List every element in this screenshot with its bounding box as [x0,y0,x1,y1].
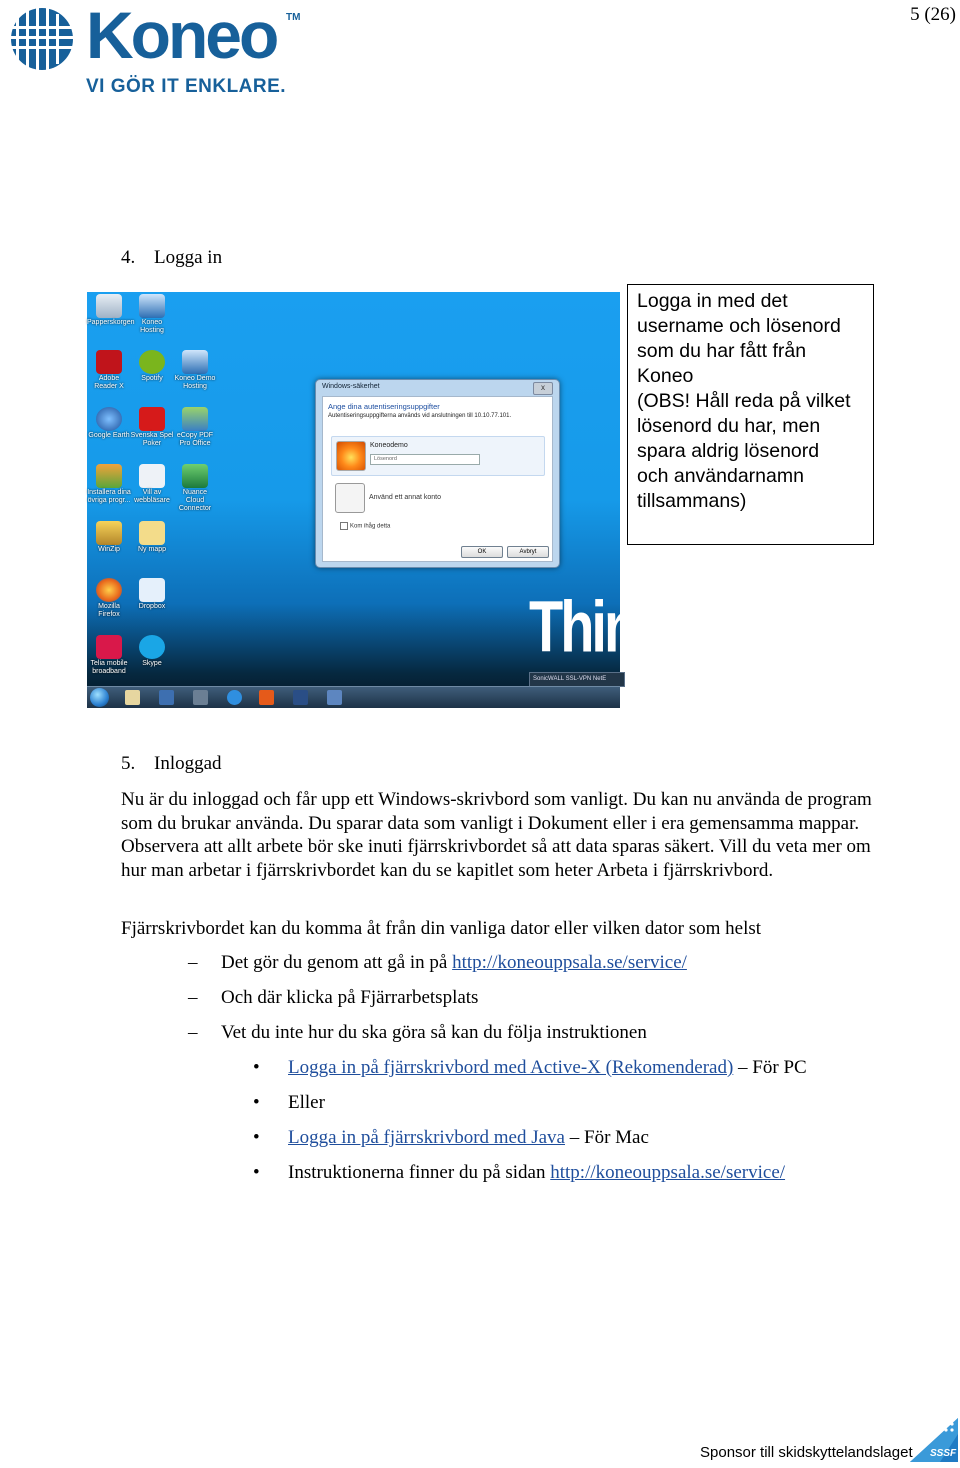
desktop-icon-spotify[interactable] [130,350,174,383]
koneo-logo-mark-icon [6,6,78,72]
icon-label: Adobe Reader X [94,375,124,390]
remember-checkbox[interactable] [340,522,390,530]
user-avatar-icon [336,441,366,471]
icon-label: Dropbox [138,603,166,610]
ecopy-icon [182,407,208,431]
section-number: 5. [121,753,136,774]
bullet-suffix: – För Mac [565,1127,649,1148]
powerpoint-taskbar-icon[interactable] [259,690,274,705]
desktop-icon-firefox[interactable] [87,578,131,619]
paragraph-logged-in: Nu är du inloggad och får upp ett Windows-skrivbord som vanligt. Du kan nu använda de program som du brukar använda. Du sparar data som vanligt i Dokument eller i era gemensamma mappar. Observera att allt arbete bör ske inuti fjärrskrivbordet så att data sparas säkert. Vill du veta mer om hur man arbetar i fjärrskrivbordet kan du se kapitlet som heter Arbeta i fjärrskrivbord. [121,789,872,881]
folder-icon [139,521,165,545]
sponsor-text: Sponsor till skidskyttelandslaget [700,1444,913,1461]
desktop-icon-koneo-hosting[interactable] [130,294,174,335]
section-number: 4. [121,247,136,268]
spotify-icon [139,350,165,374]
document-icon [139,464,165,488]
bullet-suffix: – För PC [733,1057,807,1078]
dropbox-icon [139,578,165,602]
icon-label: Installera dina övriga progr... [87,489,131,504]
explorer-taskbar-icon[interactable] [125,690,140,705]
desktop-icon-installera[interactable] [87,464,131,505]
icon-label: WinZip [98,546,120,553]
sssf-logo [910,1418,958,1462]
bullet-text [288,1057,807,1079]
service-link[interactable]: http://koneouppsala.se/service/ [550,1162,786,1183]
callout-line: Koneo [637,365,694,387]
cancel-button[interactable]: Avbryt [507,546,549,558]
dialog-info: Autentiseringsuppgifterna används vid anslutningen till 10.10.77.101. [328,413,512,419]
icon-label: Mozilla Firefox [98,603,120,618]
section-4-heading [121,247,222,269]
desktop-icon-winzip[interactable] [87,521,131,554]
bullet-text [288,1162,785,1184]
other-account-avatar-icon [335,483,365,513]
installer-icon [96,464,122,488]
icon-label: Ny mapp [137,546,166,553]
adobe-reader-icon [96,350,122,374]
dialog-body [322,396,553,562]
logo-tagline: VI GÖR IT ENKLARE. [86,76,287,97]
dialog-close-button[interactable]: x [533,382,553,395]
desktop-icon-google-earth[interactable] [87,407,131,440]
firefox-icon [96,578,122,602]
bullet-marker: • [253,1092,260,1113]
desktop-icon-ny-mapp[interactable] [130,521,174,554]
icon-label: Svenska Spel Poker [130,432,174,447]
desktop-icon-adobe-reader[interactable] [87,350,131,391]
sssf-logo-text: SSSF [930,1448,957,1459]
dash-marker: – [188,952,198,973]
dialog-prompt: Ange dina autentiseringsuppgifter [328,402,440,411]
poker-icon [139,407,165,431]
vpn-notification[interactable]: SonicWALL SSL-VPN NetE [529,672,625,687]
dialog-title: Windows-säkerhet [322,383,380,390]
tools-taskbar-icon[interactable] [193,690,208,705]
desktop-icon-telia[interactable] [87,635,131,676]
icon-label: Koneo Hosting [140,319,164,334]
dash-marker: – [188,1022,198,1043]
logo-trademark: TM [286,12,301,23]
icon-label: Telia mobile broadband [90,660,128,675]
logo-wordmark: Koneo [86,0,277,72]
bullet-label: Instruktionerna finner du på sidan [288,1162,551,1183]
password-input[interactable]: Lösenord [370,454,480,465]
section-title: Logga in [154,247,223,268]
list-item-text [221,952,687,974]
icon-label: Spotify [141,375,163,382]
callout-line: och användarnamn [637,465,804,487]
desktop-icon-ecopy[interactable] [173,407,217,448]
start-button-icon[interactable] [90,688,109,707]
ok-button[interactable]: OK [461,546,503,558]
callout-line: Logga in med det [637,290,788,312]
java-login-link[interactable]: Logga in på fjärrskrivbord med Java [288,1127,565,1148]
remember-label: Kom ihåg detta [350,523,391,530]
windows-security-dialog [315,379,560,568]
section-title: Inloggad [154,753,222,774]
list-item-label: Det gör du genom att gå in på [221,952,453,973]
icon-label: Vill av webbläsare [134,489,170,504]
list-item-label: Vet du inte hur du ska göra så kan du följa instruktionen [221,1022,647,1043]
callout-line: lösenord du har, men [637,415,821,437]
monitor-icon [139,294,165,318]
media-player-taskbar-icon[interactable] [159,690,174,705]
recycle-bin-icon [96,294,122,318]
desktop-icon-recycle-bin[interactable] [87,294,135,327]
desktop-icon-nuance[interactable] [173,464,217,513]
bullet-marker: • [253,1162,260,1183]
cloud-connector-icon [182,464,208,488]
think-wallpaper-logo: Think [529,585,664,668]
callout-line: (OBS! Håll reda på vilket [637,390,851,412]
icon-label: Skype [142,660,162,667]
bullet-marker: • [253,1057,260,1078]
callout-line: som du har fått från [637,340,807,362]
checkbox-icon [340,522,348,530]
winzip-icon [96,521,122,545]
desktop-icon-dropbox[interactable] [130,578,174,611]
bullet-marker: • [253,1127,260,1148]
icon-label: eCopy PDF Pro Office [176,432,214,447]
icon-label: Papperskorgen [87,319,135,326]
credential-username: Koneodemo [370,442,408,449]
remote-desktop-taskbar-icon[interactable] [327,690,342,705]
internet-explorer-taskbar-icon[interactable] [227,690,242,705]
list-item-label: Och där klicka på Fjärrarbetsplats [221,987,479,1008]
activex-login-link[interactable]: Logga in på fjärrskrivbord med Active-X (Rekomenderad) [288,1057,734,1078]
paragraph-access: Fjärrskrivbordet kan du komma åt från din vanliga dator eller vilken dator som helst [121,918,762,939]
bullet-text: Eller [288,1092,325,1113]
desktop-icon-webblasare[interactable] [130,464,174,505]
desktop-screenshot [87,292,664,707]
skype-icon [139,635,165,659]
globe-icon [96,407,122,431]
taskbar [87,686,620,708]
monitor-icon [182,350,208,374]
telia-icon [96,635,122,659]
section-5-heading [121,753,222,775]
icon-label: Nuance Cloud Connector [178,489,212,512]
callout-line: tillsammans) [637,490,747,512]
service-link[interactable]: http://koneouppsala.se/service/ [452,952,687,973]
other-account-option[interactable]: Använd ett annat konto [369,494,441,501]
koneo-logo [6,0,306,101]
bullet-text [288,1127,649,1149]
desktop-icon-skype[interactable] [130,635,174,668]
callout-line: spara aldrig lösenord [637,440,820,462]
icon-label: Google Earth [88,432,130,439]
credential-tile-current[interactable] [331,436,545,476]
desktop-icon-svenska-spel[interactable] [130,407,174,448]
desktop-icon-koneo-demo[interactable] [173,350,217,391]
onenote-taskbar-icon[interactable] [293,690,308,705]
login-instruction-callout [627,284,874,545]
icon-label: Koneo Demo Hosting [174,375,216,390]
callout-line: username och lösenord [637,315,841,337]
page-number: 5 (26) [910,4,956,25]
dash-marker: – [188,987,198,1008]
